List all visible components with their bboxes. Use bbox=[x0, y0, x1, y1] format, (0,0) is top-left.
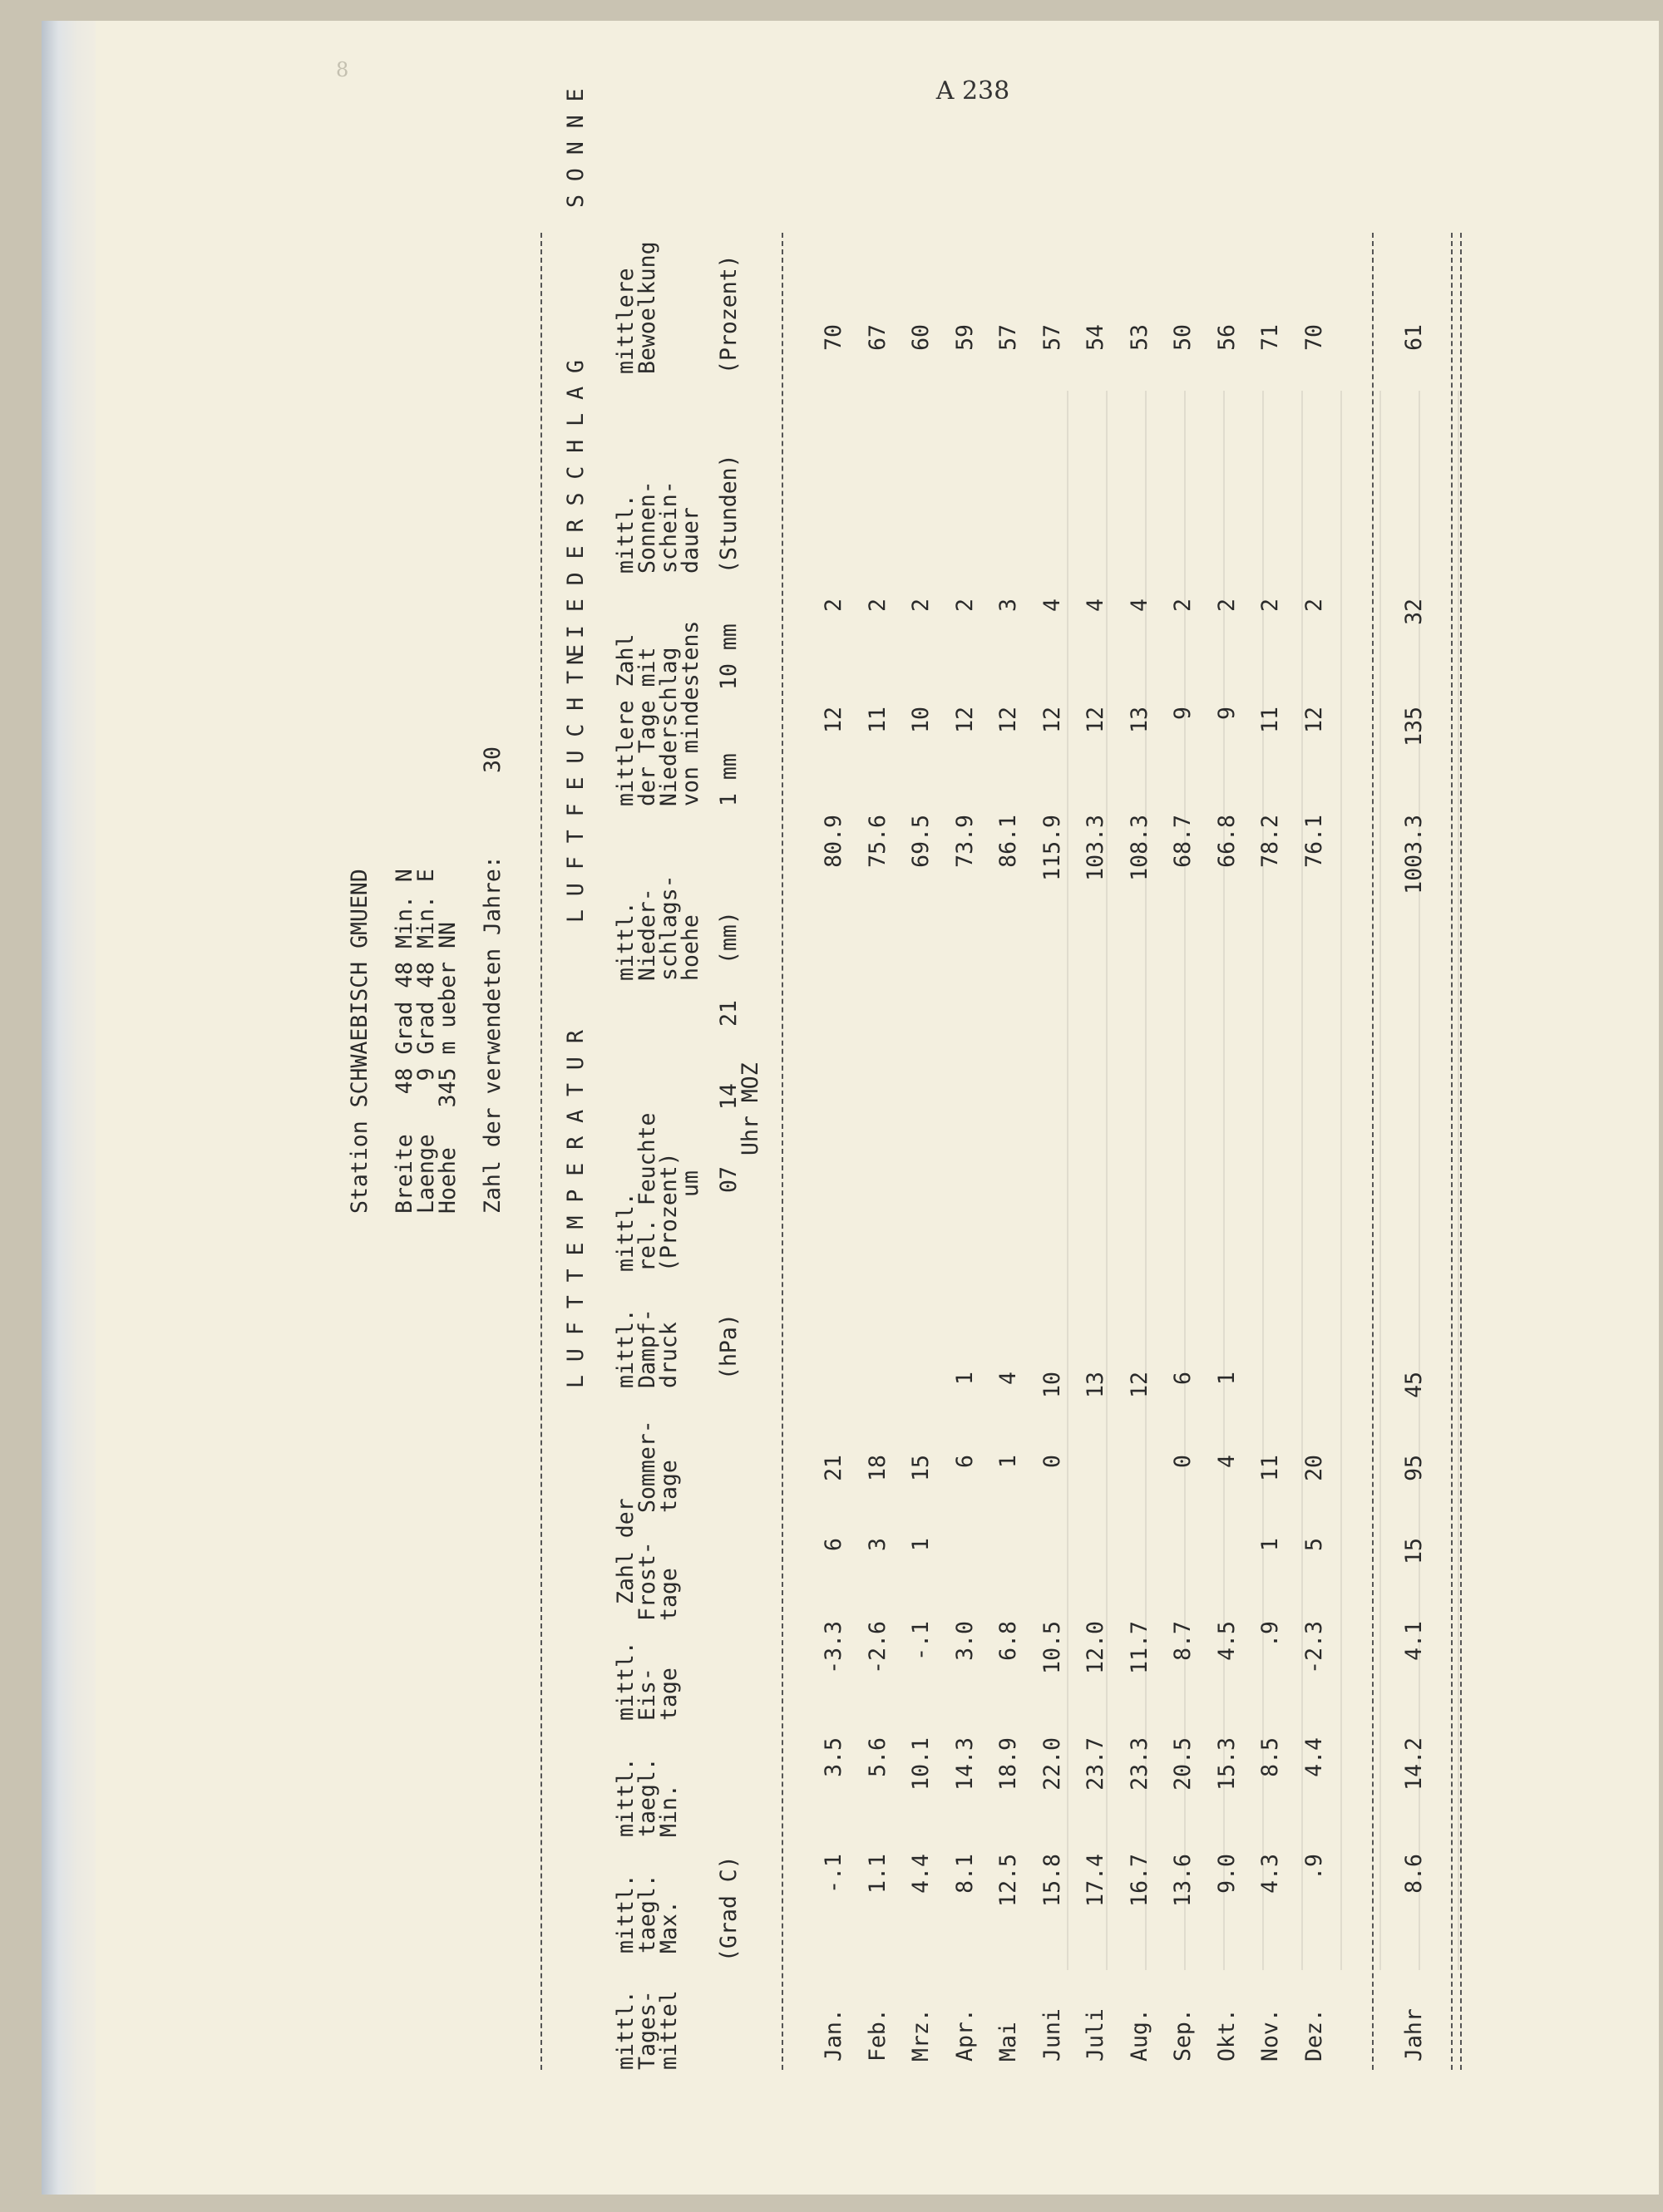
cell-wolken: 50 bbox=[1170, 324, 1196, 351]
cell-nh: 86.1 bbox=[995, 815, 1021, 868]
col-head-niederschlagshoehe: mittl. bbox=[613, 901, 639, 981]
cell-n10: 32 bbox=[1401, 599, 1427, 625]
col-head-nt-10mm: 10 mm bbox=[716, 623, 742, 690]
cell-tmax: 23.3 bbox=[1126, 1737, 1152, 1791]
col-head-niederschlagstage: von mindestens bbox=[678, 620, 703, 806]
col-head-niederschlagshoehe: Nieder- bbox=[634, 888, 660, 981]
month-label: Nov. bbox=[1257, 2008, 1283, 2062]
col-head-nh-unit: (mm) bbox=[716, 911, 742, 964]
cell-tm: -.1 bbox=[821, 1854, 846, 1894]
cell-n1: 12 bbox=[1300, 707, 1327, 733]
group-temperature: L U F T T E M P E R A T U R bbox=[563, 1030, 589, 1388]
col-head-tm: Tages- bbox=[634, 1990, 660, 2070]
cell-tmax: 3.5 bbox=[821, 1737, 846, 1777]
cell-sommer: 1 bbox=[1213, 1372, 1240, 1385]
col-head-wolken-unit: (Prozent) bbox=[716, 254, 742, 374]
cell-eis: 1 bbox=[908, 1538, 934, 1551]
cell-tmin: -2.6 bbox=[864, 1621, 891, 1674]
col-head-tmin: Min. bbox=[656, 1784, 682, 1837]
col-head-niederschlagshoehe: schlags- bbox=[656, 874, 682, 981]
month-label: Feb. bbox=[864, 2008, 891, 2062]
cell-tmin: 11.7 bbox=[1126, 1621, 1152, 1674]
col-head-tm: mittel bbox=[656, 1990, 682, 2070]
cell-frost: 95 bbox=[1401, 1455, 1427, 1481]
cell-wolken: 59 bbox=[951, 324, 978, 351]
col-head-frost: Frost- bbox=[634, 1541, 660, 1621]
station-hoehe: Hoehe 345 m ueber NN bbox=[435, 922, 461, 1214]
month-label: Okt. bbox=[1213, 2008, 1240, 2062]
cell-nh: 76.1 bbox=[1300, 815, 1327, 868]
years-value: 30 bbox=[480, 746, 506, 773]
station-laenge: Laenge 9 Grad 48 Min. E bbox=[413, 869, 439, 1214]
cell-frost: 0 bbox=[1039, 1455, 1065, 1468]
station-title: Station SCHWAEBISCH GMUEND bbox=[347, 869, 373, 1214]
col-head-rel-feuchte: rel. Feuchte bbox=[634, 1112, 660, 1272]
col-head-rel-feuchte: mittl. bbox=[613, 1192, 639, 1272]
cell-wolken: 57 bbox=[1039, 324, 1065, 351]
cell-tm: .9 bbox=[1300, 1854, 1327, 1880]
cell-frost: 6 bbox=[951, 1455, 978, 1468]
col-head-tmax: Max. bbox=[656, 1900, 682, 1953]
cell-tmin: 4.5 bbox=[1213, 1621, 1240, 1661]
cell-wolken: 71 bbox=[1257, 324, 1283, 351]
cell-tmax: 10.1 bbox=[908, 1737, 934, 1791]
cell-tmin: -3.3 bbox=[821, 1621, 846, 1674]
cell-n10: 4 bbox=[1083, 599, 1108, 612]
cell-nh: 78.2 bbox=[1257, 815, 1283, 868]
cell-wolken: 60 bbox=[908, 324, 934, 351]
cell-n10: 2 bbox=[1213, 599, 1240, 612]
cell-n1: 11 bbox=[864, 707, 891, 733]
cell-n1: 10 bbox=[908, 707, 934, 733]
col-head-rel-feuchte: (Prozent) bbox=[656, 1152, 682, 1272]
cell-n1: 12 bbox=[821, 707, 846, 733]
cell-nh: 108.3 bbox=[1126, 815, 1152, 881]
cell-tmax: 15.3 bbox=[1213, 1737, 1240, 1791]
cell-n1: 11 bbox=[1257, 707, 1283, 733]
station-breite: Breite 48 Grad 48 Min. N bbox=[392, 869, 417, 1214]
cell-tmin: -.1 bbox=[908, 1621, 934, 1661]
cell-n10: 2 bbox=[1300, 599, 1327, 612]
cell-tm: 4.3 bbox=[1257, 1854, 1283, 1894]
col-head-eis: mittl. bbox=[613, 1641, 639, 1721]
cell-nh: 103.3 bbox=[1083, 815, 1108, 881]
cell-n1: 9 bbox=[1213, 707, 1240, 720]
cell-sommer: 6 bbox=[1170, 1372, 1196, 1385]
cell-wolken: 70 bbox=[821, 324, 846, 351]
month-label: Dez. bbox=[1300, 2008, 1327, 2062]
cell-tmax: 18.9 bbox=[995, 1737, 1021, 1791]
col-head-rf-hour: 14 bbox=[716, 1083, 742, 1110]
cell-eis: 3 bbox=[864, 1538, 891, 1551]
col-head-tmax: mittl. bbox=[613, 1874, 639, 1953]
cell-tmax: 14.3 bbox=[951, 1737, 978, 1791]
cell-nh: 1003.3 bbox=[1401, 815, 1427, 894]
cell-tm: 17.4 bbox=[1083, 1854, 1108, 1907]
cell-eis: 15 bbox=[1401, 1538, 1427, 1564]
col-head-rel-feuchte: um bbox=[678, 1170, 703, 1197]
col-head-eis: tage bbox=[656, 1668, 682, 1721]
cell-tm: 16.7 bbox=[1126, 1854, 1152, 1907]
cell-tmax: 8.5 bbox=[1257, 1737, 1283, 1777]
col-head-dampf: druck bbox=[656, 1322, 682, 1388]
cell-n10: 3 bbox=[995, 599, 1021, 612]
cell-frost: 0 bbox=[1170, 1455, 1196, 1468]
cell-tmin: 8.7 bbox=[1170, 1621, 1196, 1661]
month-label: Mrz. bbox=[908, 2008, 934, 2062]
cell-tmax: 23.7 bbox=[1083, 1737, 1108, 1791]
col-head-nt-1mm: 1 mm bbox=[716, 753, 742, 806]
cell-wolken: 54 bbox=[1083, 324, 1108, 351]
cell-n1: 12 bbox=[995, 707, 1021, 733]
cell-tm: 8.6 bbox=[1401, 1854, 1427, 1894]
col-head-niederschlagstage: der Tage mit bbox=[634, 647, 660, 806]
cell-nh: 80.9 bbox=[821, 815, 846, 868]
col-head-eis: Eis- bbox=[634, 1668, 660, 1721]
month-label: Apr. bbox=[951, 2008, 978, 2062]
rule-bottom-2 bbox=[1460, 233, 1462, 2070]
rule-header bbox=[782, 233, 783, 2070]
col-head-bewoelkung: mittlere bbox=[613, 268, 639, 374]
col-head-sommer: tage bbox=[656, 1460, 682, 1513]
cell-sommer: 10 bbox=[1039, 1372, 1065, 1398]
cell-frost: 4 bbox=[1213, 1455, 1240, 1468]
cell-frost: 11 bbox=[1257, 1455, 1283, 1481]
cell-tmin: .9 bbox=[1257, 1621, 1283, 1648]
cell-frost: 20 bbox=[1300, 1455, 1327, 1481]
cell-n1: 13 bbox=[1126, 707, 1152, 733]
col-head-sonnenschein: mittl. bbox=[613, 494, 639, 574]
cell-frost: 15 bbox=[908, 1455, 934, 1481]
page-number: A 238 bbox=[935, 76, 1010, 106]
col-head-frost: tage bbox=[656, 1568, 682, 1621]
cell-n10: 2 bbox=[1257, 599, 1283, 612]
group-precipitation: N I E D E R S C H L A G bbox=[563, 360, 589, 665]
col-head-tm: mittl. bbox=[613, 1990, 639, 2070]
rule-before-year bbox=[1372, 233, 1374, 2070]
cell-tmin: 10.5 bbox=[1039, 1621, 1065, 1674]
cell-wolken: 57 bbox=[995, 324, 1021, 351]
cell-tm: 8.1 bbox=[951, 1854, 978, 1894]
cell-nh: 73.9 bbox=[951, 815, 978, 868]
col-head-niederschlagshoehe: hoehe bbox=[678, 914, 703, 981]
col-head-niederschlagstage: mittlere Zahl bbox=[613, 633, 639, 806]
cell-n10: 2 bbox=[1170, 599, 1196, 612]
cell-wolken: 56 bbox=[1213, 324, 1240, 351]
cell-wolken: 70 bbox=[1300, 324, 1327, 351]
group-sunshine: S O N N E bbox=[563, 88, 589, 208]
month-label: Jan. bbox=[821, 2008, 846, 2062]
cell-frost: 18 bbox=[864, 1455, 891, 1481]
rule-top bbox=[540, 233, 542, 2070]
cell-tm: 15.8 bbox=[1039, 1854, 1065, 1907]
cell-n10: 4 bbox=[1039, 599, 1065, 612]
cell-tm: 4.4 bbox=[908, 1854, 934, 1894]
cell-eis: 6 bbox=[821, 1538, 846, 1551]
month-label: Juli bbox=[1083, 2008, 1108, 2062]
cell-nh: 115.9 bbox=[1039, 815, 1065, 881]
cell-n1: 9 bbox=[1170, 707, 1196, 720]
cell-frost: 21 bbox=[821, 1455, 846, 1481]
rule-bottom bbox=[1451, 233, 1453, 2070]
col-head-dampf-unit: (hPa) bbox=[716, 1313, 742, 1380]
cell-wolken: 67 bbox=[864, 324, 891, 351]
col-head-sonnenschein: schein- bbox=[656, 480, 682, 574]
cell-tmax: 22.0 bbox=[1039, 1737, 1065, 1791]
cell-tmin: 3.0 bbox=[951, 1621, 978, 1661]
cell-n1: 12 bbox=[951, 707, 978, 733]
cell-eis: 5 bbox=[1300, 1538, 1327, 1551]
cell-n1: 135 bbox=[1401, 707, 1427, 746]
col-head-rf-hour: 07 bbox=[716, 1166, 742, 1193]
cell-tm: 13.6 bbox=[1170, 1854, 1196, 1907]
cell-n10: 2 bbox=[908, 599, 934, 612]
cell-nh: 68.7 bbox=[1170, 815, 1196, 868]
col-head-temp-unit: (Grad C) bbox=[716, 1855, 742, 1962]
col-head-rf-moz: Uhr MOZ bbox=[738, 1062, 763, 1155]
col-head-rf-hour: 21 bbox=[716, 1000, 742, 1027]
cell-sommer: 4 bbox=[995, 1372, 1021, 1385]
cell-tm: 1.1 bbox=[864, 1854, 891, 1894]
group-humidity: L U F T F E U C H T E bbox=[563, 643, 589, 923]
cell-tmax: 5.6 bbox=[864, 1737, 891, 1777]
col-head-bewoelkung: Bewoelkung bbox=[634, 241, 660, 374]
cell-wolken: 61 bbox=[1401, 324, 1427, 351]
month-label: Sep. bbox=[1170, 2008, 1196, 2062]
pencil-mark: 8 bbox=[336, 58, 349, 81]
years-label: Zahl der verwendeten Jahre: bbox=[480, 855, 506, 1214]
month-label: Mai bbox=[995, 2022, 1021, 2062]
cell-sommer: 45 bbox=[1401, 1372, 1427, 1398]
cell-sommer: 12 bbox=[1126, 1372, 1152, 1398]
cell-tmin: -2.3 bbox=[1300, 1621, 1327, 1674]
cell-tmin: 6.8 bbox=[995, 1621, 1021, 1661]
cell-eis: 1 bbox=[1257, 1538, 1283, 1551]
col-head-dampf: mittl. bbox=[613, 1308, 639, 1388]
cell-n10: 2 bbox=[821, 599, 846, 612]
cell-n10: 4 bbox=[1126, 599, 1152, 612]
col-head-niederschlagstage: Niederschlag bbox=[656, 647, 682, 806]
cell-tmin: 12.0 bbox=[1083, 1621, 1108, 1674]
month-label: Juni bbox=[1039, 2008, 1065, 2062]
cell-n10: 2 bbox=[951, 599, 978, 612]
cell-sommer: 13 bbox=[1083, 1372, 1108, 1398]
month-label: Aug. bbox=[1126, 2008, 1152, 2062]
cell-n10: 2 bbox=[864, 599, 891, 612]
col-head-tmax: taegl. bbox=[634, 1874, 660, 1953]
col-head-sonnenschein: dauer bbox=[678, 507, 703, 574]
cell-n1: 12 bbox=[1039, 707, 1065, 733]
month-label: Jahr bbox=[1401, 2008, 1427, 2062]
col-head-sonnenschein: Sonnen- bbox=[634, 480, 660, 574]
cell-frost: 1 bbox=[995, 1455, 1021, 1468]
cell-tm: 12.5 bbox=[995, 1854, 1021, 1907]
cell-tmax: 14.2 bbox=[1401, 1737, 1427, 1791]
col-head-dampf: Dampf- bbox=[634, 1308, 660, 1388]
cell-nh: 66.8 bbox=[1213, 815, 1240, 868]
col-head-sonne-unit: (Stunden) bbox=[716, 454, 742, 574]
cell-sommer: 1 bbox=[951, 1372, 978, 1385]
cell-tmin: 4.1 bbox=[1401, 1621, 1427, 1661]
cell-n1: 12 bbox=[1083, 707, 1108, 733]
col-head-tmin: taegl. bbox=[634, 1757, 660, 1837]
cell-nh: 75.6 bbox=[864, 815, 891, 868]
cell-nh: 69.5 bbox=[908, 815, 934, 868]
cell-tmax: 4.4 bbox=[1300, 1737, 1327, 1777]
col-head-zahl-der: Zahl der bbox=[613, 1498, 639, 1604]
cell-tm: 9.0 bbox=[1213, 1854, 1240, 1894]
col-head-sommer: Sommer- bbox=[634, 1420, 660, 1513]
col-head-tmin: mittl. bbox=[613, 1757, 639, 1837]
cell-wolken: 53 bbox=[1126, 324, 1152, 351]
cell-tmax: 20.5 bbox=[1170, 1737, 1196, 1791]
